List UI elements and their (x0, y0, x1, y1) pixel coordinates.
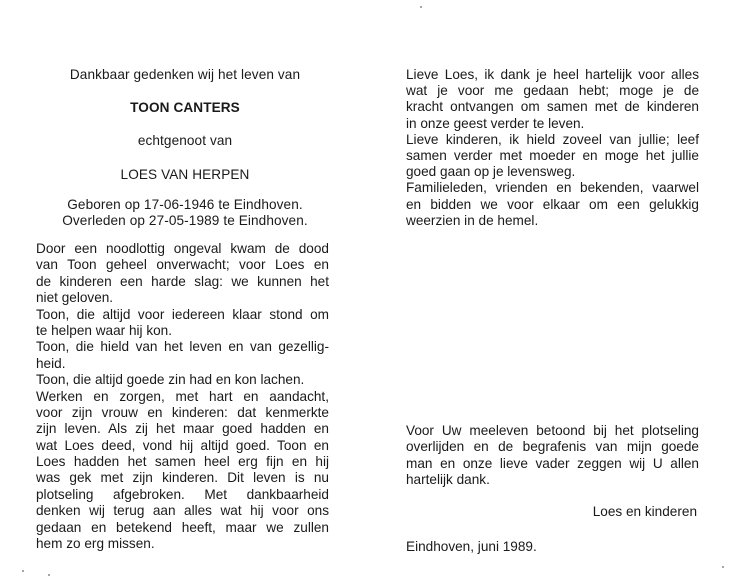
death-line: Overleden op 27-05-1989 te Eindhoven. (62, 213, 308, 228)
text-line: Voor Uw meeleven betoond bij het plotseling (406, 423, 699, 438)
text-line: Toon, die hield van het leven en van gezellig- (36, 339, 329, 355)
paper-speck (48, 574, 50, 576)
text-line: kracht ontvangen om samen met de kinderen (406, 99, 699, 115)
text-line: weerzien in de hemel. (406, 212, 539, 228)
text-line: man en onze lieve vader zeggen wij U allen (406, 455, 699, 471)
text-line: hartelijk dank. (406, 472, 490, 488)
text-line: Door een noodlottig ongeval kwam de dood (36, 241, 329, 256)
text-line: heid. (36, 355, 66, 371)
farewell-message (406, 67, 699, 229)
text-line: overlijden en de begrafenis van mijn goede (406, 439, 699, 455)
text-line: was gek met zijn kinderen. Dit leven is nu (36, 470, 329, 486)
text-line: hem zo erg missen. (36, 536, 155, 552)
spouse-label: echtgenoot van (137, 133, 233, 148)
text-line: wat je voor me gedaan hebt; moge je de (406, 83, 699, 99)
text-line: de kinderen een harde slag: we kunnen het (36, 273, 329, 289)
text-line: niet geloven. (36, 290, 114, 306)
paper-speck (22, 570, 24, 572)
text-line: goed gaan op je levensweg. (406, 164, 576, 180)
text-line: plotseling afgebroken. Met dankbaarheid (36, 486, 329, 502)
text-line: Lieve Loes, ik dank je heel hartelijk voor alles (406, 67, 699, 82)
intro-text: Dankbaar gedenken wij het leven van (69, 67, 301, 82)
text-line: van Toon geheel onverwacht; voor Loes en (36, 257, 329, 273)
deceased-name: TOON CANTERS (130, 100, 240, 115)
text-line: samen verder met moeder en moge het jullie (406, 147, 699, 163)
text-line: gedaan en betekend heeft, maar we zullen (36, 519, 329, 535)
text-line: voor zijn vrouw en kinderen: dat kenmerkte (36, 404, 329, 420)
spouse-name: LOES VAN HERPEN (120, 167, 250, 182)
text-line: denken wij terug aan alles wat hij voor ons (36, 503, 329, 519)
text-line: en bidden we voor elkaar om een gelukkig (406, 196, 699, 212)
text-line: wat Loes deed, vond hij altijd goed. Toon en (36, 437, 329, 453)
memorial-text (36, 241, 329, 552)
paper-speck (722, 566, 724, 568)
signature: Loes en kinderen (592, 504, 697, 519)
place-date: Eindhoven, juni 1989. (406, 539, 537, 554)
birth-line: Geboren op 17-06-1946 te Eindhoven. (67, 197, 303, 212)
text-line: te helpen waar hij kon. (36, 322, 173, 338)
paper-speck (420, 6, 422, 8)
text-line: Loes hadden het samen heel erg fijn en hij (36, 454, 329, 470)
text-line: Toon, die altijd goede zin had en kon lachen. (36, 372, 305, 388)
text-line: Lieve kinderen, ik hield zoveel van jullie; leef (406, 131, 699, 147)
text-line: Toon, die altijd voor iedereen klaar stond om (36, 306, 329, 322)
thanks-message (406, 423, 699, 489)
right-panel (368, 0, 735, 579)
text-line: Werken en zorgen, met hart en aandacht, (36, 388, 329, 404)
text-line: Familieleden, vrienden en bekenden, vaarwel (406, 180, 699, 196)
text-line: zijn leven. Als zij het maar goed hadden en (36, 421, 329, 437)
text-line: in onze geest verder te leven. (406, 115, 585, 131)
